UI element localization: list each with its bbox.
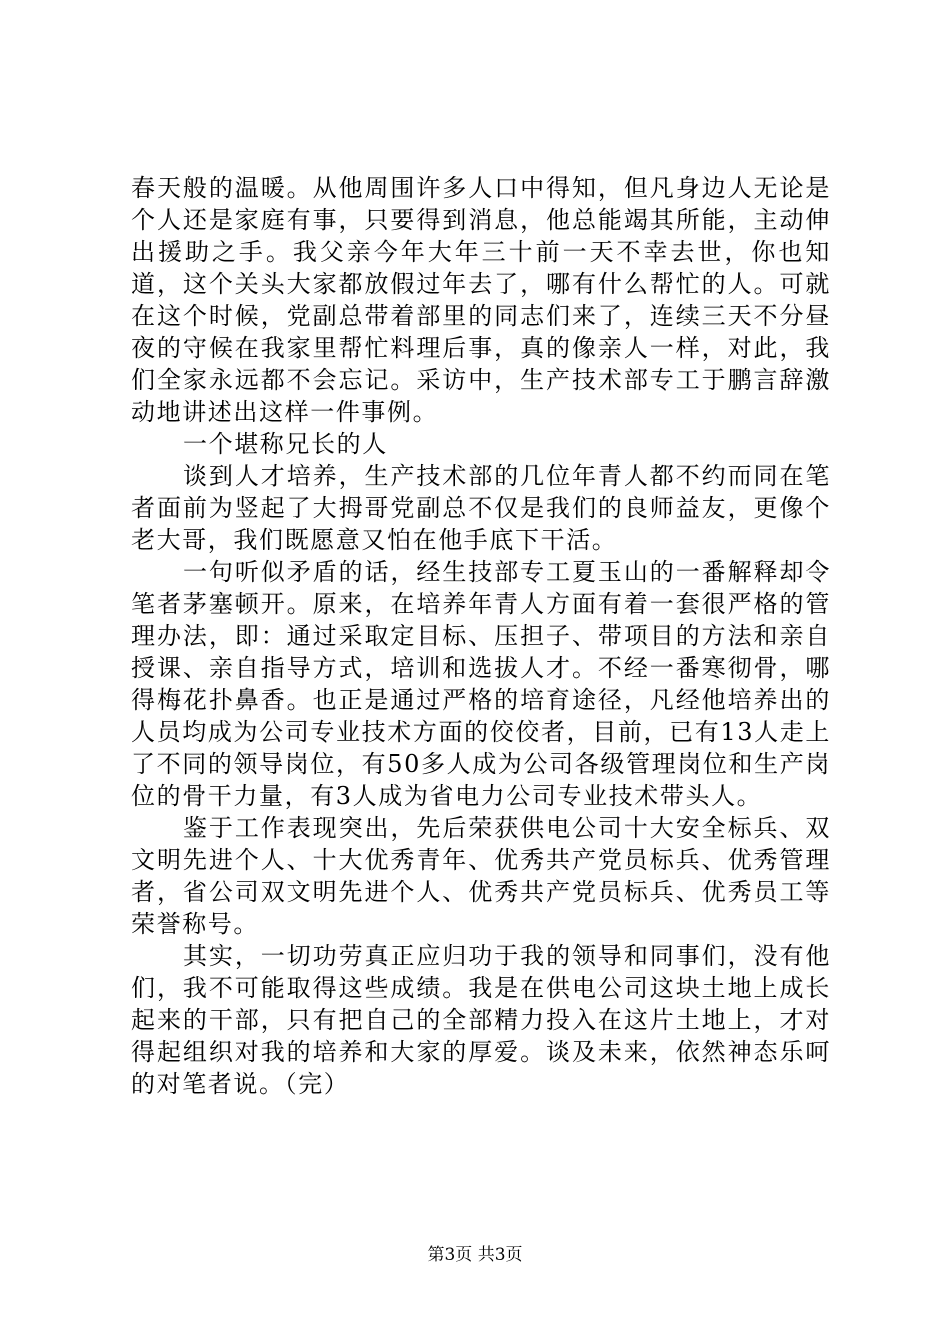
paragraph-talent-training: 谈到人才培养，生产技术部的几位年青人都不约而同在笔者面前为竖起了大拇哥党副总不仅是我们的良师益友，更像个老大哥，我们既愿意又怕在他手底下干活。 — [131, 462, 831, 554]
paragraph-honors: 鉴于工作表现突出，先后荣获供电公司十大安全标兵、双文明先进个人、十大优秀青年、优秀共产党员标兵、优秀管理者，省公司双文明先进个人、优秀共产党员标兵、优秀员工等荣誉称号。 — [131, 814, 831, 938]
paragraph-continuation: 春天般的温暖。从他周围许多人口中得知，但凡身边人无论是个人还是家庭有事，只要得到消息，他总能竭其所能，主动伸出援助之手。我父亲今年大年三十前一天不幸去世，你也知道，这个关头大家都放假过年去了，哪有什么帮忙的人。可就在这个时候，党副总带着部里的同志们来了，连续三天不分昼夜的守候在我家里帮忙料理后事，真的像亲人一样，对此，我们全家永远都不会忘记。采访中，生产技术部专工于鹏言辞激动地讲述出这样一件事例。 — [131, 174, 831, 426]
paragraph-closing: 其实，一切功劳真正应归功于我的领导和同事们，没有他们，我不可能取得这些成绩。我是在供电公司这块土地上成长起来的干部，只有把自己的全部精力投入在这片土地上，才对得起组织对我的培养和大家的厚爱。谈及未来，依然神态乐呵的对笔者说。（完） — [131, 942, 831, 1098]
section-heading: 一个堪称兄长的人 — [183, 430, 388, 458]
document-body — [131, 172, 831, 1100]
page-number-footer: 第3页 共3页 — [427, 1245, 523, 1265]
paragraph-explanation: 一句听似矛盾的话，经生技部专工夏玉山的一番解释却令笔者茅塞顿开。原来，在培养年青人方面有着一套很严格的管理办法，即：通过采取定目标、压担子、带项目的方法和亲自授课、亲自指导方式，培训和选拔人才。不经一番寒彻骨，哪得梅花扑鼻香。也正是通过严格的培育途径，凡经他培养出的人员均成为公司专业技术方面的佼佼者，目前，已有13人走上了不同的领导岗位，有50多人成为公司各级管理岗位和生产岗位的骨干力量，有3人成为省电力公司专业技术带头人。 — [131, 558, 831, 810]
